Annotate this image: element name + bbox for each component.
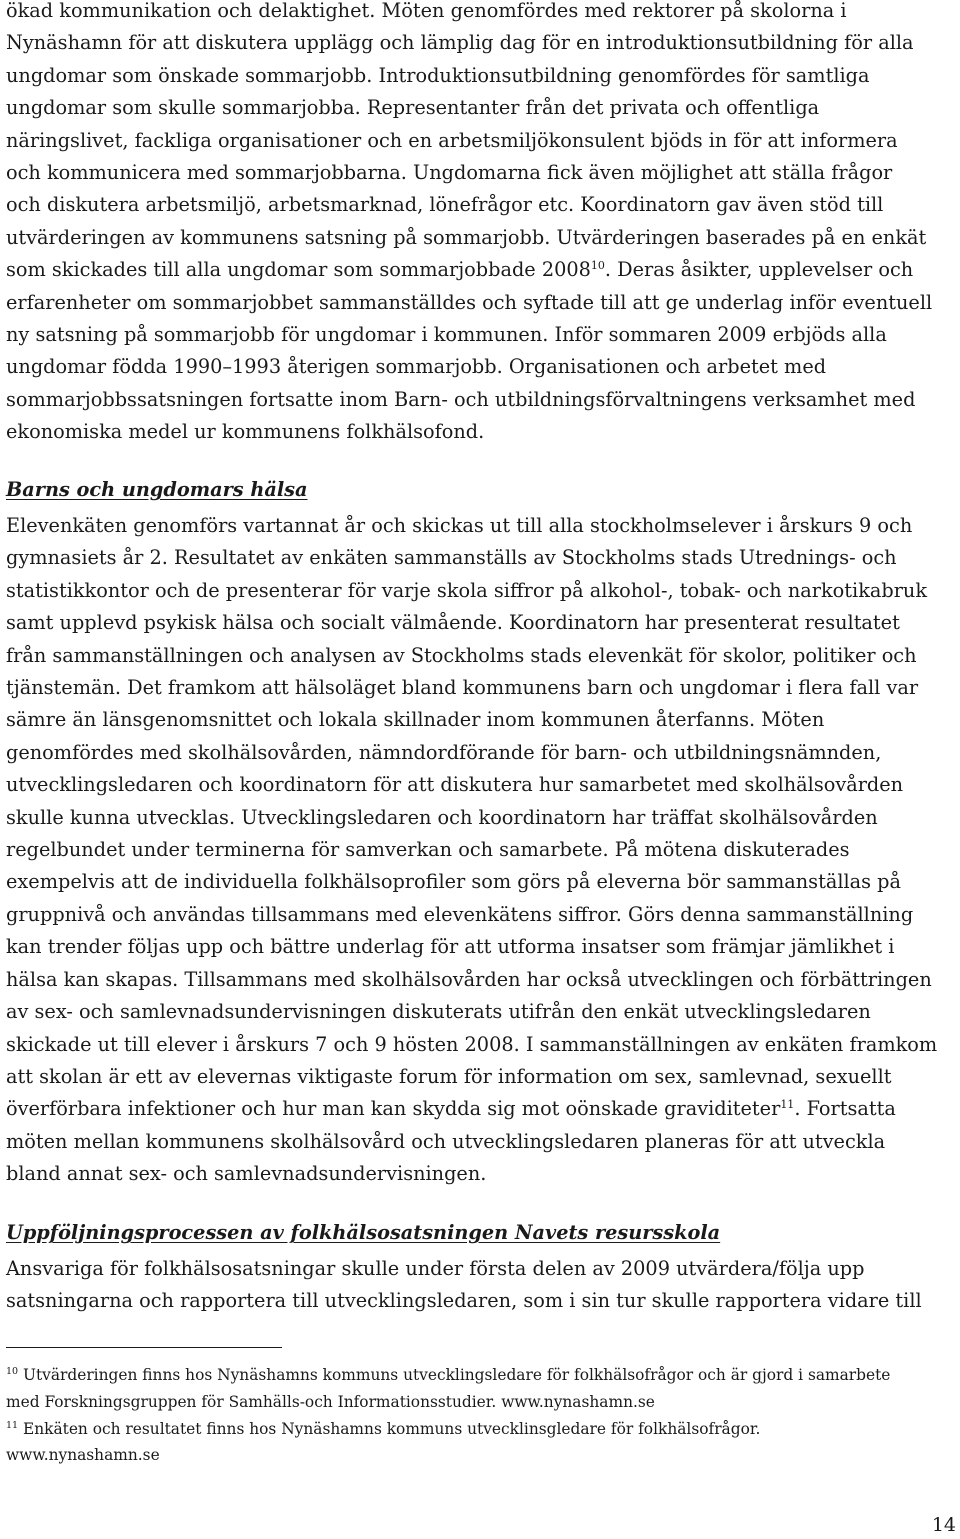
paragraph-line: ökad kommunikation och delaktighet. Möten genomfördes med rektorer på skolorna i <box>6 0 847 22</box>
paragraph-line: samt upplevd psykisk hälsa och socialt välmående. Koordinatorn har presenterat resultatet <box>6 611 900 635</box>
paragraph-line: statistikkontor och de presenterar för varje skola siffror på alkohol-, tobak- och narkotikabruk <box>6 578 928 602</box>
paragraph-line: bland annat sex- och samlevnadsundervisningen. <box>6 1162 487 1186</box>
paragraph-line: att skolan är ett av elevernas viktigaste forum för information om sex, samlevnad, sexuellt <box>6 1064 892 1088</box>
paragraph-line: från sammanställningen och analysen av Stockholms stads elevenkät för skolor, politiker och <box>6 643 917 667</box>
paragraph-line: ungdomar som önskade sommarjobb. Introduktionsutbildning genomfördes för samtliga <box>6 63 870 87</box>
paragraph-line: kan trender följas upp och bättre underlag för att utforma insatser som främjar jämlikhet i <box>6 935 895 959</box>
footnote-10-continued: med Forskningsgruppen för Samhälls-och Informationsstudier. www.nynashamn.se <box>6 1392 655 1411</box>
body-paragraph-summer-jobs <box>6 0 932 449</box>
paragraph-line: satsningarna och rapportera till utvecklingsledaren, som i sin tur skulle rapportera vidare till <box>6 1289 922 1313</box>
footnote-11-continued: www.nynashamn.se <box>6 1446 160 1465</box>
footnote-10 <box>6 1362 890 1389</box>
paragraph-line: möten mellan kommunens skolhälsovård och utvecklingsledaren planeras för att utveckla <box>6 1129 886 1153</box>
paragraph-line: regelbundet under terminerna för samverkan och samarbete. På mötena diskuterades <box>6 838 850 862</box>
paragraph-line: erfarenheter om sommarjobbet sammanställdes och syftade till att ge underlag inför eventuell <box>6 290 933 314</box>
paragraph-line: genomfördes med skolhälsovården, nämndordförande för barn- och utbildningsnämnden, <box>6 740 882 764</box>
paragraph-line: sommarjobbssatsningen fortsatte inom Barn- och utbildningsförvaltningens verksamhet med <box>6 387 916 411</box>
paragraph-line: utvärderingen av kommunens satsning på sommarjobb. Utvärderingen baserades på en enkät <box>6 225 927 249</box>
paragraph-line: exempelvis att de individuella folkhälsoprofiler som görs på eleverna bör sammanställas på <box>6 870 902 894</box>
paragraph-line: ungdomar födda 1990–1993 återigen sommarjobb. Organisationen och arbetet med <box>6 355 827 379</box>
footnote-text: Utvärderingen finns hos Nynäshamns kommuns utvecklingsledare för folkhälsofrågor och är gjord i samarbete <box>18 1366 891 1384</box>
paragraph-line: Nynäshamn för att diskutera upplägg och lämplig dag för en introduktionsutbildning för alla <box>6 31 914 55</box>
paragraph-line: och kommunicera med sommarjobbarna. Ungdomarna fick även möjlighet att ställa frågor <box>6 161 893 185</box>
paragraph-line: hälsa kan skapas. Tillsammans med skolhälsovården har också utvecklingen och förbättringen <box>6 967 932 991</box>
paragraph-line: sämre än länsgenomsnittet och lokala skillnader inom kommunen återfanns. Möten <box>6 708 825 732</box>
body-paragraph-student-survey <box>6 510 937 1191</box>
section-heading-follow-up-process: Uppföljningsprocessen av folkhälsosatsningen Navets resursskola <box>6 1221 721 1244</box>
paragraph-line: näringslivet, fackliga organisationer och en arbetsmiljökonsulent bjöds in för att informera <box>6 128 898 152</box>
paragraph-text: som skickades till alla ungdomar som sommarjobbade 2008 <box>6 258 591 282</box>
paragraph-text: . Deras åsikter, upplevelser och <box>604 258 914 282</box>
paragraph-line: ny satsning på sommarjobb för ungdomar i kommunen. Inför sommaren 2009 erbjöds alla <box>6 323 887 347</box>
footnote-text: Enkäten och resultatet finns hos Nynäshamns kommuns utvecklinsgledare för folkhälsofrågor. <box>18 1419 761 1438</box>
footnote-11 <box>6 1416 890 1443</box>
footnote-reference-11[interactable]: 11 <box>780 1098 795 1112</box>
footnote-divider <box>6 1347 282 1348</box>
paragraph-line: utvecklingsledaren och koordinatorn för att diskutera hur samarbetet med skolhälsovården <box>6 773 904 797</box>
footnote-reference-10[interactable]: 10 <box>590 259 605 273</box>
paragraph-line: ungdomar som skulle sommarjobba. Representanter från det privata och offentliga <box>6 96 820 120</box>
paragraph-line: skickade ut till elever i årskurs 7 och 9 hösten 2008. I sammanställningen av enkäten framkom <box>6 1032 938 1056</box>
paragraph-line: och diskutera arbetsmiljö, arbetsmarknad, lönefrågor etc. Koordinatorn gav även stöd till <box>6 193 884 217</box>
paragraph-line: ekonomiska medel ur kommunens folkhälsofond. <box>6 420 485 444</box>
paragraph-line: Ansvariga för folkhälsosatsningar skulle under första delen av 2009 utvärdera/följa upp <box>6 1257 865 1280</box>
body-paragraph-follow-up <box>6 1253 922 1318</box>
page-number: 14 <box>931 1514 956 1536</box>
paragraph-line: tjänstemän. Det framkom att hälsoläget bland kommunens barn och ungdomar i flera fall var <box>6 676 919 700</box>
paragraph-line: gruppnivå och användas tillsammans med elevenkätens siffror. Görs denna sammanställning <box>6 902 914 926</box>
paragraph-text: . Fortsatta <box>794 1097 896 1121</box>
paragraph-text: överförbara infektioner och hur man kan skydda sig mot oönskade graviditeter <box>6 1097 781 1121</box>
section-heading-youth-health: Barns och ungdomars hälsa <box>6 478 308 501</box>
paragraph-line: gymnasiets år 2. Resultatet av enkäten sammanställs av Stockholms stads Utrednings- och <box>6 546 897 570</box>
footnotes-section <box>6 1362 890 1469</box>
footnote-marker: 11 <box>6 1419 19 1431</box>
paragraph-line-with-footnote <box>6 254 932 286</box>
paragraph-line: av sex- och samlevnadsundervisningen diskuterats utifrån den enkät utvecklingsledaren <box>6 1000 871 1024</box>
paragraph-line-with-footnote <box>6 1093 937 1125</box>
footnote-marker: 10 <box>6 1366 19 1377</box>
paragraph-line: skulle kunna utvecklas. Utvecklingsledaren och koordinatorn har träffat skolhälsovården <box>6 805 878 829</box>
paragraph-line: Elevenkäten genomförs vartannat år och skickas ut till alla stockholmselever i årskurs 9 och <box>6 514 913 537</box>
